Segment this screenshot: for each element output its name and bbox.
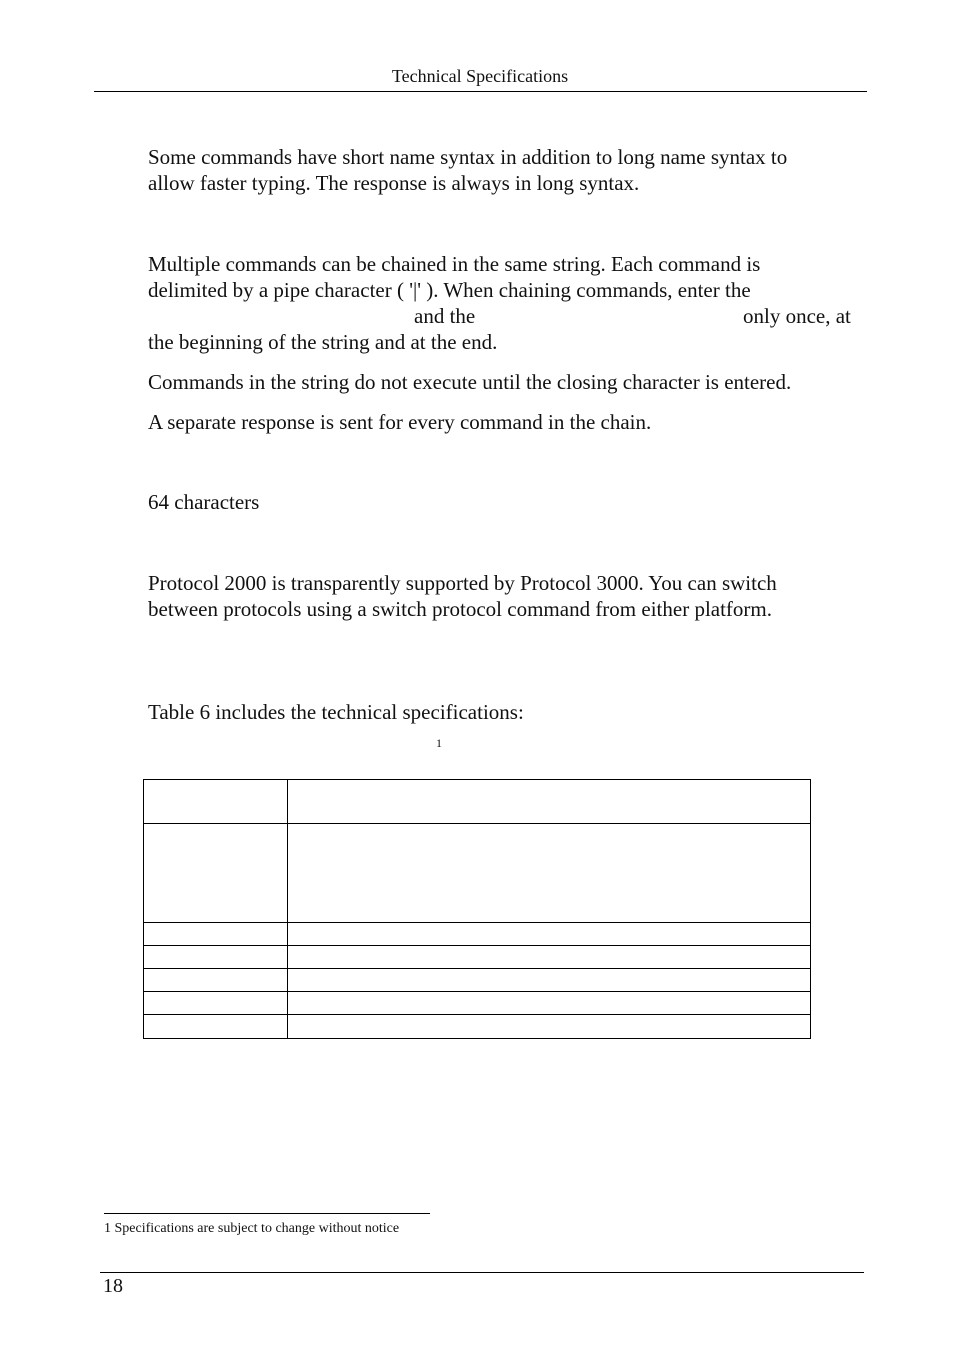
table-cell (288, 923, 811, 946)
page-number: 18 (103, 1275, 123, 1297)
closing-character-note: Commands in the string do not execute until the closing character is entered. (148, 370, 792, 394)
footnote-divider (104, 1213, 430, 1214)
paragraph-fragment: only once, at (743, 304, 851, 328)
short-name-paragraph (148, 144, 863, 196)
table-row (144, 992, 811, 1015)
header-divider (94, 91, 867, 92)
paragraph-line: Protocol 2000 is transparently supported by Protocol 3000. You can switch (148, 571, 777, 595)
maximum-string-length: 64 characters (148, 490, 260, 514)
table-intro: Table 6 includes the technical specifications: (148, 700, 524, 724)
table-cell (288, 780, 811, 824)
table-cell (144, 923, 288, 946)
table-row (144, 946, 811, 969)
footnote: 1 Specifications are subject to change without notice (104, 1221, 400, 1236)
table-cell (144, 780, 288, 824)
table-cell (288, 992, 811, 1015)
paragraph-line: Multiple commands can be chained in the same string. Each command is (148, 252, 761, 276)
chaining-paragraph (148, 251, 863, 355)
table-cell (288, 824, 811, 923)
footnote-reference: 1 (436, 736, 442, 750)
paragraph-line: between protocols using a switch protocol command from either platform. (148, 597, 773, 621)
paragraph-line: delimited by a pipe character ( '|' ). When chaining commands, enter the (148, 278, 751, 302)
backward-support-paragraph (148, 570, 863, 622)
specifications-table (143, 779, 811, 1039)
table-cell (288, 969, 811, 992)
separate-response-note: A separate response is sent for every command in the chain. (148, 410, 652, 434)
table-cell (288, 1015, 811, 1039)
table-cell (144, 1015, 288, 1039)
paragraph-line: allow faster typing. The response is always in long syntax. (148, 171, 640, 195)
paragraph-line: Some commands have short name syntax in addition to long name syntax to (148, 145, 788, 169)
table-cell (144, 969, 288, 992)
table-cell (144, 824, 288, 923)
table-row (144, 923, 811, 946)
paragraph-line (148, 303, 863, 329)
paragraph-line: the beginning of the string and at the end. (148, 330, 498, 354)
table-row (144, 824, 811, 923)
table-cell (144, 992, 288, 1015)
paragraph-fragment: and the (414, 304, 476, 328)
table-row (144, 1015, 811, 1039)
table-row (144, 969, 811, 992)
footer-divider (100, 1272, 864, 1273)
table-row (144, 780, 811, 824)
table-cell (144, 946, 288, 969)
table-cell (288, 946, 811, 969)
page-header-title: Technical Specifications (391, 66, 569, 86)
